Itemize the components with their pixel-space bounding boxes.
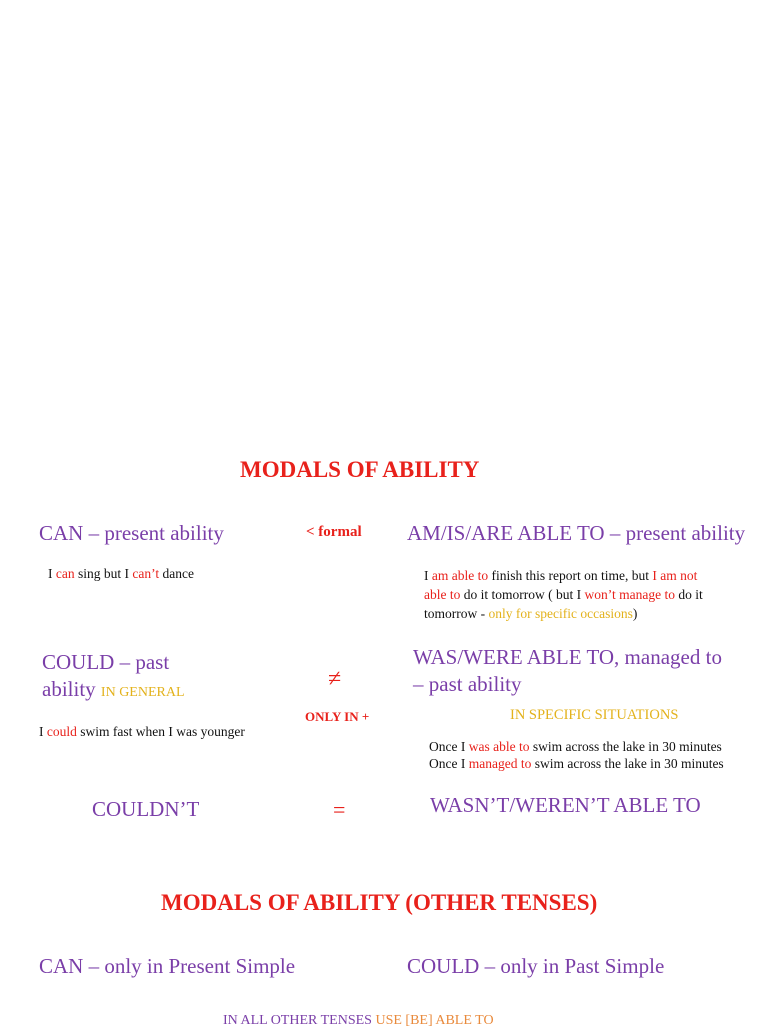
specific-situations-label: IN SPECIFIC SITUATIONS: [510, 707, 679, 723]
section-2-title: MODALS OF ABILITY (OTHER TENSES): [161, 890, 598, 915]
couldnt-heading: COULDN’T: [92, 797, 200, 821]
able-example-line-2: able to do it tomorrow ( but I won’t manage to do it: [424, 587, 703, 602]
can-heading: CAN – present ability: [39, 521, 224, 545]
was-able-line-2: – past ability: [413, 672, 522, 696]
wasnt-able-heading: WASN’T/WEREN’T ABLE TO: [430, 793, 701, 817]
could-heading-line-2: ability IN GENERAL: [42, 677, 185, 701]
able-example: [424, 566, 703, 623]
could-example: I could swim fast when I was younger: [39, 724, 245, 739]
not-equal-symbol: ≠: [328, 666, 342, 692]
was-example-2: Once I managed to swim across the lake in 30 minutes: [429, 756, 724, 771]
only-in-label: ONLY IN +: [305, 709, 370, 724]
section-title: MODALS OF ABILITY: [240, 457, 480, 482]
could-heading-line-1: COULD – past: [42, 650, 170, 674]
able-example-line-1: I am able to finish this report on time, but I am not: [424, 568, 698, 583]
can-only-heading: CAN – only in Present Simple: [39, 954, 296, 978]
able-example-line-3: tomorrow - only for specific occasions): [424, 606, 638, 621]
can-example: I can sing but I can’t dance: [48, 566, 194, 581]
other-tenses-note: IN ALL OTHER TENSES USE [BE] ABLE TO: [223, 1013, 494, 1028]
was-able-line-1: WAS/WERE ABLE TO, managed to: [413, 645, 722, 669]
was-example-1: Once I was able to swim across the lake in 30 minutes: [429, 739, 722, 754]
equals-symbol: =: [333, 797, 346, 822]
in-general-label: IN GENERAL: [100, 685, 185, 700]
formal-label: < formal: [306, 524, 362, 540]
could-only-heading: COULD – only in Past Simple: [407, 954, 665, 978]
able-heading: AM/IS/ARE ABLE TO – present ability: [407, 521, 746, 545]
